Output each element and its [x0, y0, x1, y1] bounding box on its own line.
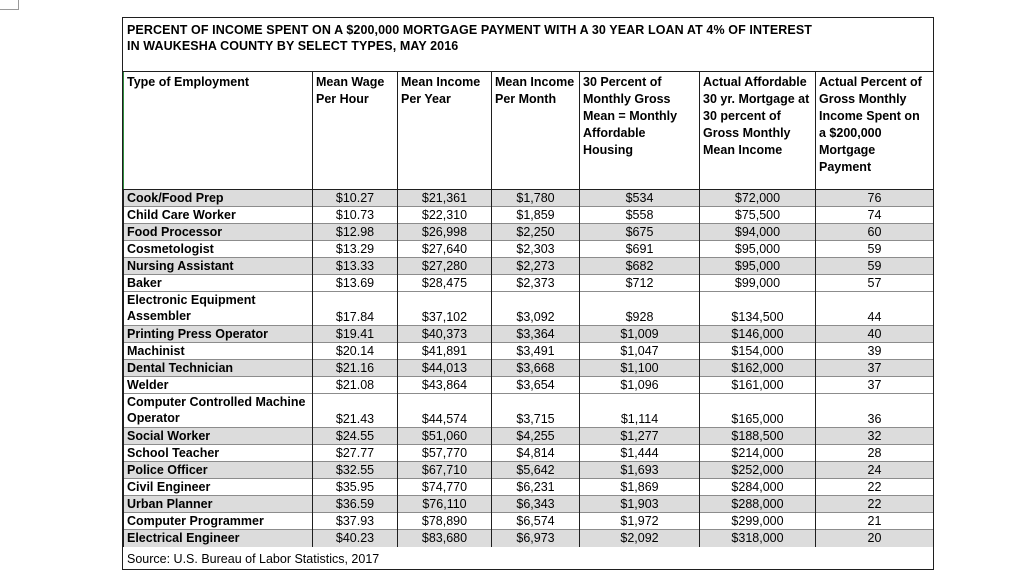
header-actual-percent: Actual Percent of Gross Monthly Income Spent on a $200,000 Mortgage Payment — [816, 72, 934, 190]
cell-percent: 44 — [816, 292, 934, 326]
cell-type: Electrical Engineer — [124, 530, 313, 547]
cell-mortgage: $75,500 — [700, 207, 816, 224]
cell-year: $37,102 — [398, 292, 492, 326]
cell-afford: $1,444 — [580, 445, 700, 462]
cell-year: $44,013 — [398, 360, 492, 377]
cell-mortgage: $154,000 — [700, 343, 816, 360]
cell-wage: $40.23 — [313, 530, 398, 547]
cell-mortgage: $165,000 — [700, 394, 816, 428]
table-row — [124, 360, 934, 377]
cell-mortgage: $161,000 — [700, 377, 816, 394]
title-line-2: IN WAUKESHA COUNTY BY SELECT TYPES, MAY 2016 — [127, 39, 459, 53]
cell-percent: 39 — [816, 343, 934, 360]
cell-afford: $1,100 — [580, 360, 700, 377]
table-header-row — [124, 72, 934, 190]
cell-wage: $27.77 — [313, 445, 398, 462]
table-row — [124, 445, 934, 462]
cell-percent: 37 — [816, 377, 934, 394]
cell-month: $4,255 — [492, 428, 580, 445]
mortgage-table-document — [122, 17, 934, 570]
cell-percent: 28 — [816, 445, 934, 462]
cell-afford: $534 — [580, 190, 700, 207]
cell-percent: 20 — [816, 530, 934, 547]
cell-afford: $1,693 — [580, 462, 700, 479]
header-mean-income-per-year: Mean Income Per Year — [398, 72, 492, 190]
cell-percent: 24 — [816, 462, 934, 479]
cell-wage: $21.43 — [313, 394, 398, 428]
cell-month: $3,715 — [492, 394, 580, 428]
cell-month: $6,973 — [492, 530, 580, 547]
title-line-1: PERCENT OF INCOME SPENT ON A $200,000 MORTGAGE PAYMENT WITH A 30 YEAR LOAN AT 4% OF INTEREST — [127, 23, 812, 37]
table-row — [124, 343, 934, 360]
cell-year: $44,574 — [398, 394, 492, 428]
cell-percent: 60 — [816, 224, 934, 241]
cell-afford: $682 — [580, 258, 700, 275]
header-monthly-affordable-housing: 30 Percent of Monthly Gross Mean = Monthly Affordable Housing — [580, 72, 700, 190]
cell-afford: $1,277 — [580, 428, 700, 445]
source-note: Source: U.S. Bureau of Labor Statistics, 2017 — [127, 552, 380, 566]
cell-type: Social Worker — [124, 428, 313, 445]
table-row — [124, 496, 934, 513]
cell-wage: $17.84 — [313, 292, 398, 326]
cell-month: $2,273 — [492, 258, 580, 275]
cell-year: $76,110 — [398, 496, 492, 513]
cell-year: $51,060 — [398, 428, 492, 445]
cell-mortgage: $188,500 — [700, 428, 816, 445]
cell-type: Cook/Food Prep — [124, 190, 313, 207]
table-row — [124, 394, 934, 428]
cell-percent: 59 — [816, 241, 934, 258]
cell-month: $4,814 — [492, 445, 580, 462]
cell-type: Computer Programmer — [124, 513, 313, 530]
header-mean-wage-per-hour: Mean Wage Per Hour — [313, 72, 398, 190]
cell-percent: 36 — [816, 394, 934, 428]
cell-wage: $35.95 — [313, 479, 398, 496]
table-row — [124, 479, 934, 496]
document-title — [127, 22, 927, 54]
cell-month: $6,231 — [492, 479, 580, 496]
cell-afford: $2,092 — [580, 530, 700, 547]
cell-type: Computer Controlled Machine Operator — [124, 394, 313, 428]
cell-afford: $712 — [580, 275, 700, 292]
cell-wage: $20.14 — [313, 343, 398, 360]
cell-type: Child Care Worker — [124, 207, 313, 224]
cell-type: Baker — [124, 275, 313, 292]
cell-year: $27,280 — [398, 258, 492, 275]
cell-type: Police Officer — [124, 462, 313, 479]
cell-month: $3,668 — [492, 360, 580, 377]
table-row — [124, 326, 934, 343]
cell-mortgage: $299,000 — [700, 513, 816, 530]
cell-mortgage: $318,000 — [700, 530, 816, 547]
cell-type: Printing Press Operator — [124, 326, 313, 343]
cell-mortgage: $134,500 — [700, 292, 816, 326]
cell-afford: $1,869 — [580, 479, 700, 496]
cell-mortgage: $214,000 — [700, 445, 816, 462]
cell-mortgage: $162,000 — [700, 360, 816, 377]
cell-type: Nursing Assistant — [124, 258, 313, 275]
cell-month: $1,859 — [492, 207, 580, 224]
table-row — [124, 428, 934, 445]
cell-month: $2,373 — [492, 275, 580, 292]
table-row — [124, 275, 934, 292]
table-row — [124, 530, 934, 547]
cell-percent: 37 — [816, 360, 934, 377]
cell-mortgage: $95,000 — [700, 241, 816, 258]
cell-month: $5,642 — [492, 462, 580, 479]
cell-percent: 22 — [816, 479, 934, 496]
cell-mortgage: $94,000 — [700, 224, 816, 241]
table-body — [124, 190, 934, 547]
cell-percent: 59 — [816, 258, 934, 275]
cell-afford: $675 — [580, 224, 700, 241]
cell-percent: 74 — [816, 207, 934, 224]
window-corner-mark — [0, 0, 19, 10]
cell-afford: $691 — [580, 241, 700, 258]
table-row — [124, 462, 934, 479]
employment-mortgage-table — [123, 71, 934, 547]
table-row — [124, 190, 934, 207]
cell-month: $6,343 — [492, 496, 580, 513]
cell-wage: $19.41 — [313, 326, 398, 343]
cell-month: $3,092 — [492, 292, 580, 326]
cell-afford: $1,114 — [580, 394, 700, 428]
cell-mortgage: $284,000 — [700, 479, 816, 496]
cell-month: $2,250 — [492, 224, 580, 241]
cell-month: $3,364 — [492, 326, 580, 343]
cell-percent: 40 — [816, 326, 934, 343]
cell-month: $3,491 — [492, 343, 580, 360]
cell-year: $57,770 — [398, 445, 492, 462]
table-row — [124, 207, 934, 224]
cell-percent: 32 — [816, 428, 934, 445]
cell-type: Machinist — [124, 343, 313, 360]
cell-type: Cosmetologist — [124, 241, 313, 258]
cell-wage: $13.29 — [313, 241, 398, 258]
cell-afford: $1,096 — [580, 377, 700, 394]
cell-wage: $10.27 — [313, 190, 398, 207]
cell-month: $1,780 — [492, 190, 580, 207]
cell-mortgage: $99,000 — [700, 275, 816, 292]
cell-year: $41,891 — [398, 343, 492, 360]
cell-year: $27,640 — [398, 241, 492, 258]
cell-type: Welder — [124, 377, 313, 394]
cell-month: $3,654 — [492, 377, 580, 394]
cell-month: $2,303 — [492, 241, 580, 258]
cell-wage: $21.08 — [313, 377, 398, 394]
table-row — [124, 258, 934, 275]
cell-wage: $10.73 — [313, 207, 398, 224]
cell-mortgage: $72,000 — [700, 190, 816, 207]
cell-month: $6,574 — [492, 513, 580, 530]
cell-wage: $32.55 — [313, 462, 398, 479]
cell-afford: $1,047 — [580, 343, 700, 360]
header-affordable-mortgage: Actual Affordable 30 yr. Mortgage at 30 percent of Gross Monthly Mean Income — [700, 72, 816, 190]
cell-year: $21,361 — [398, 190, 492, 207]
cell-mortgage: $95,000 — [700, 258, 816, 275]
header-mean-income-per-month: Mean Income Per Month — [492, 72, 580, 190]
cell-percent: 57 — [816, 275, 934, 292]
cell-wage: $21.16 — [313, 360, 398, 377]
cell-year: $43,864 — [398, 377, 492, 394]
cell-wage: $13.33 — [313, 258, 398, 275]
table-row — [124, 377, 934, 394]
table-row — [124, 292, 934, 326]
cell-percent: 76 — [816, 190, 934, 207]
cell-year: $74,770 — [398, 479, 492, 496]
cell-type: Urban Planner — [124, 496, 313, 513]
cell-afford: $1,009 — [580, 326, 700, 343]
cell-year: $83,680 — [398, 530, 492, 547]
cell-type: Dental Technician — [124, 360, 313, 377]
cell-wage: $24.55 — [313, 428, 398, 445]
cell-year: $67,710 — [398, 462, 492, 479]
cell-type: School Teacher — [124, 445, 313, 462]
cell-wage: $13.69 — [313, 275, 398, 292]
cell-type: Civil Engineer — [124, 479, 313, 496]
cell-afford: $1,903 — [580, 496, 700, 513]
cell-year: $28,475 — [398, 275, 492, 292]
cell-year: $26,998 — [398, 224, 492, 241]
cell-afford: $928 — [580, 292, 700, 326]
table-row — [124, 513, 934, 530]
header-type-of-employment: Type of Employment — [124, 72, 313, 190]
cell-wage: $37.93 — [313, 513, 398, 530]
cell-percent: 22 — [816, 496, 934, 513]
cell-mortgage: $252,000 — [700, 462, 816, 479]
cell-mortgage: $146,000 — [700, 326, 816, 343]
table-row — [124, 241, 934, 258]
cell-year: $40,373 — [398, 326, 492, 343]
cell-percent: 21 — [816, 513, 934, 530]
cell-type: Food Processor — [124, 224, 313, 241]
cell-year: $22,310 — [398, 207, 492, 224]
table-row — [124, 224, 934, 241]
cell-afford: $1,972 — [580, 513, 700, 530]
cell-wage: $36.59 — [313, 496, 398, 513]
cell-mortgage: $288,000 — [700, 496, 816, 513]
cell-type: Electronic Equipment Assembler — [124, 292, 313, 326]
cell-wage: $12.98 — [313, 224, 398, 241]
cell-afford: $558 — [580, 207, 700, 224]
cell-year: $78,890 — [398, 513, 492, 530]
